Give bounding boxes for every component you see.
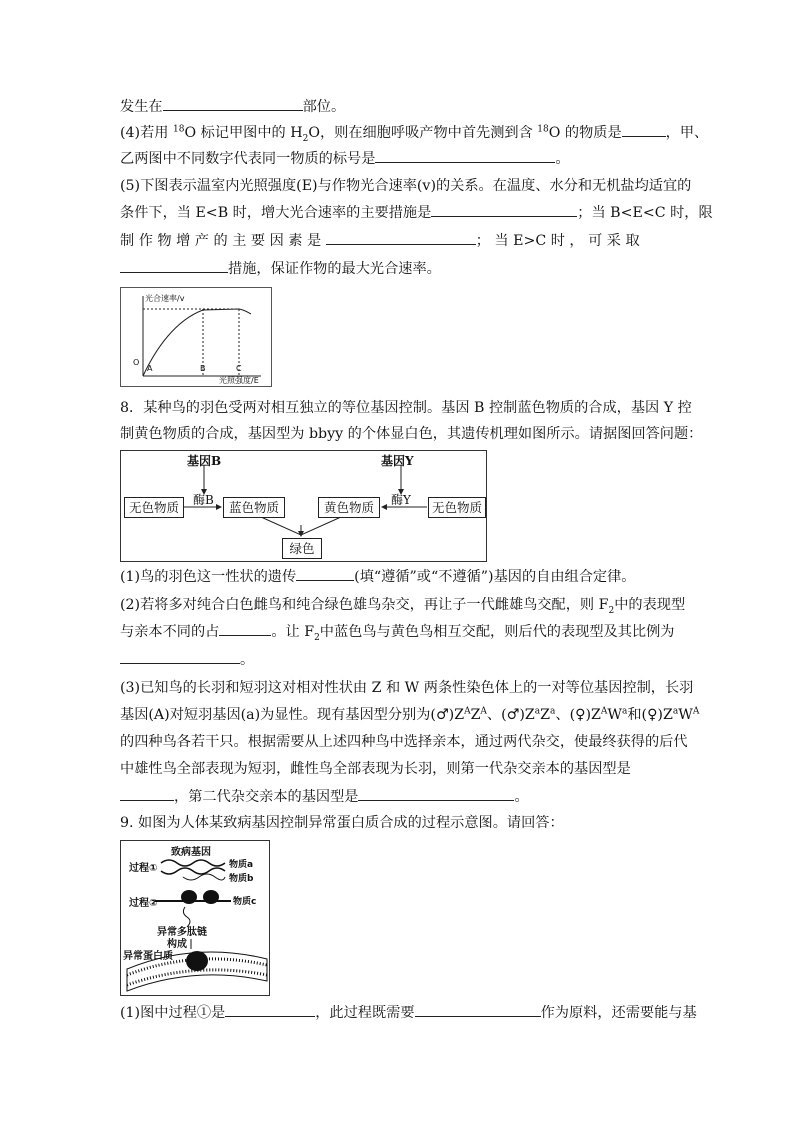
pigment-pathway-diagram — [120, 450, 487, 562]
text: O 的物质是 — [548, 125, 622, 141]
text-line — [120, 649, 254, 671]
text: (4)若用 — [120, 125, 173, 141]
process-1-label: 过程① — [129, 863, 158, 874]
text: 制 作 物 增 产 的 主 要 因 素 是 — [120, 233, 322, 249]
text-line — [120, 1002, 697, 1024]
x-axis-label: 光照强度/E — [219, 376, 259, 385]
text: 乙两图中不同数字代表同一物质的标号是 — [120, 151, 376, 167]
text-line — [120, 122, 708, 144]
text: O，则在细胞呼吸产物中首先测到含 — [308, 125, 538, 141]
text: (填“遵循”或“不遵循”)基因的自由组合定律。 — [354, 569, 636, 585]
superscript: A — [480, 706, 487, 717]
text: 的四种鸟各若干只。根据需要从上述四种鸟中选择亲本，通过两代杂交，使最终获得的后代 — [120, 734, 688, 750]
text-line — [120, 621, 675, 643]
yellow-substance-box: 黄色物质 — [318, 497, 380, 518]
answer-blank[interactable] — [431, 202, 577, 217]
ribosome — [203, 890, 219, 904]
substance-c-label: 物质c — [233, 897, 257, 907]
substance-b-label: 物质b — [229, 874, 254, 884]
question-8-line — [120, 397, 692, 419]
rate-curve — [143, 309, 251, 376]
process-2-label: 过程② — [129, 898, 158, 909]
ribosome — [181, 890, 197, 904]
text: (1)鸟的羽色这一性状的遗传 — [120, 569, 297, 585]
answer-blank[interactable] — [120, 258, 228, 273]
text: 9. 如图为人体某致病基因控制异常蛋白质合成的过程示意图。请回答： — [120, 815, 564, 831]
origin-label: O — [133, 358, 140, 367]
answer-blank[interactable] — [219, 621, 271, 636]
text: 与亲本不同的占 — [120, 624, 220, 640]
text: 和(♀)Z — [627, 707, 673, 723]
gene-b-label: 基因B — [187, 454, 222, 468]
text-line — [120, 202, 713, 224]
text: 。 — [555, 151, 570, 167]
text-line — [120, 677, 693, 699]
tick-c: C — [236, 364, 242, 373]
text-line — [120, 594, 685, 616]
text: ；当 B<E<C 时，限 — [577, 205, 713, 221]
answer-blank[interactable] — [326, 230, 476, 245]
gene-label: 致病基因 — [171, 847, 211, 858]
text-line — [120, 731, 688, 753]
text: 基因(A)对短羽基因(a)为显性。现有基因型分别为(♂)Z — [120, 707, 465, 723]
text: 中雄性鸟全部表现为短羽，雌性鸟全部表现为长羽，则第一代杂交亲本的基因型是 — [120, 761, 631, 777]
colorless-substance-box: 无色物质 — [428, 497, 486, 518]
text-line — [120, 175, 691, 197]
text: (5)下图表示温室内光照强度(E)与作物光合速率(v)的关系。在温度、水分和无机盐均适宜的 — [120, 178, 692, 194]
gene-y-label: 基因Y — [381, 454, 414, 468]
superscript: A — [464, 706, 471, 717]
text: 中蓝色鸟与黄色鸟相互交配，则后代的表现型及其比例为 — [319, 624, 675, 640]
text: ，此过程既需要 — [315, 1005, 415, 1021]
blue-substance-box: 蓝色物质 — [223, 497, 285, 518]
text-line — [120, 258, 441, 280]
subscript: 2 — [314, 632, 320, 643]
question-8-line — [120, 423, 702, 445]
colorless-substance-box: 无色物质 — [124, 497, 184, 518]
text: 中的表现型 — [614, 597, 686, 613]
dna-strand — [161, 868, 225, 874]
answer-blank[interactable] — [375, 148, 555, 163]
superscript: a — [621, 706, 628, 717]
superscript: A — [692, 706, 700, 717]
text: 。让 F — [271, 624, 315, 640]
answer-blank[interactable] — [120, 786, 174, 801]
enzyme-y-label: 酶Y — [391, 493, 411, 507]
protein-label: 异常蛋白质 — [123, 951, 173, 962]
text: Z — [540, 707, 550, 723]
substance-a-label: 物质a — [229, 860, 254, 870]
text: Z — [470, 707, 481, 723]
polypeptide-label: 异常多肽链 — [157, 927, 207, 938]
text: 制黄色物质的合成，基因型为 bbyy 的个体显白色，其遗传机理如图所示。请据图回答问题： — [120, 426, 703, 442]
text: 。 — [240, 652, 255, 668]
text: (2)若将多对纯合白色雌鸟和纯合绿色雄鸟杂交，再让子一代雌雄鸟交配，则 F — [120, 597, 609, 613]
text: 发生在 — [120, 99, 163, 115]
text: ，第二代杂交亲本的基因型是 — [174, 789, 359, 805]
text: ，甲、 — [665, 125, 709, 141]
text: O 标记甲图中的 H — [184, 125, 303, 141]
text-line — [120, 96, 345, 118]
text-line — [120, 758, 631, 780]
text-line — [120, 148, 570, 170]
answer-blank[interactable] — [225, 1002, 315, 1017]
text: 8．某种鸟的羽色受两对相互独立的等位基因控制。基因 B 控制蓝色物质的合成，基因 Y 控 — [120, 400, 692, 416]
text-line — [120, 230, 640, 252]
text: 。 — [514, 789, 529, 805]
question-9-title — [120, 812, 564, 834]
text: 措施，保证作物的最大光合速率。 — [228, 261, 441, 277]
answer-blank[interactable] — [163, 96, 303, 111]
answer-blank[interactable] — [358, 786, 514, 801]
tick-a: A — [147, 364, 153, 373]
text: ； 当 E>C 时 ， 可 采 取 — [475, 233, 640, 249]
mrna-strand — [183, 874, 225, 880]
text: (3)已知鸟的长羽和短羽这对相对性状由 Z 和 W 两条性染色体上的一对等位基因控制，长羽 — [120, 680, 694, 696]
text: 作为原料，还需要能与基 — [540, 1005, 697, 1021]
y-axis-label: 光合速率/v — [145, 294, 185, 303]
superscript: A — [600, 706, 608, 717]
answer-blank[interactable] — [296, 566, 354, 581]
abnormal-protein-shape — [186, 951, 208, 971]
superscript: 18 — [537, 124, 549, 135]
enzyme-b-label: 酶B — [193, 493, 214, 507]
green-box: 绿色 — [282, 538, 322, 559]
superscript: 18 — [172, 124, 185, 135]
text: (1)图中过程①是 — [120, 1005, 226, 1021]
text: 、(♀)Z — [555, 707, 601, 723]
text-line — [120, 704, 699, 726]
text: 部位。 — [302, 99, 346, 115]
text: 条件下，当 E<B 时，增大光合速率的主要措施是 — [120, 205, 432, 221]
text-line — [120, 566, 635, 588]
text: W — [607, 707, 622, 723]
answer-blank[interactable] — [415, 1002, 541, 1017]
protein-synthesis-diagram — [120, 840, 270, 996]
text-line — [120, 786, 529, 808]
answer-blank[interactable] — [120, 649, 240, 664]
text: 、(♂)Z — [486, 707, 535, 723]
graph-svg — [121, 288, 271, 386]
answer-blank[interactable] — [622, 122, 666, 137]
superscript: a — [534, 706, 541, 717]
text: W — [678, 707, 693, 723]
form-label: 构成 — [167, 939, 187, 950]
superscript: a — [672, 706, 679, 717]
tick-b: B — [200, 364, 206, 373]
subscript: 2 — [608, 605, 615, 616]
light-rate-graph — [120, 287, 272, 387]
dna-strand — [161, 860, 225, 866]
superscript: a — [550, 706, 556, 717]
subscript: 2 — [302, 133, 309, 144]
